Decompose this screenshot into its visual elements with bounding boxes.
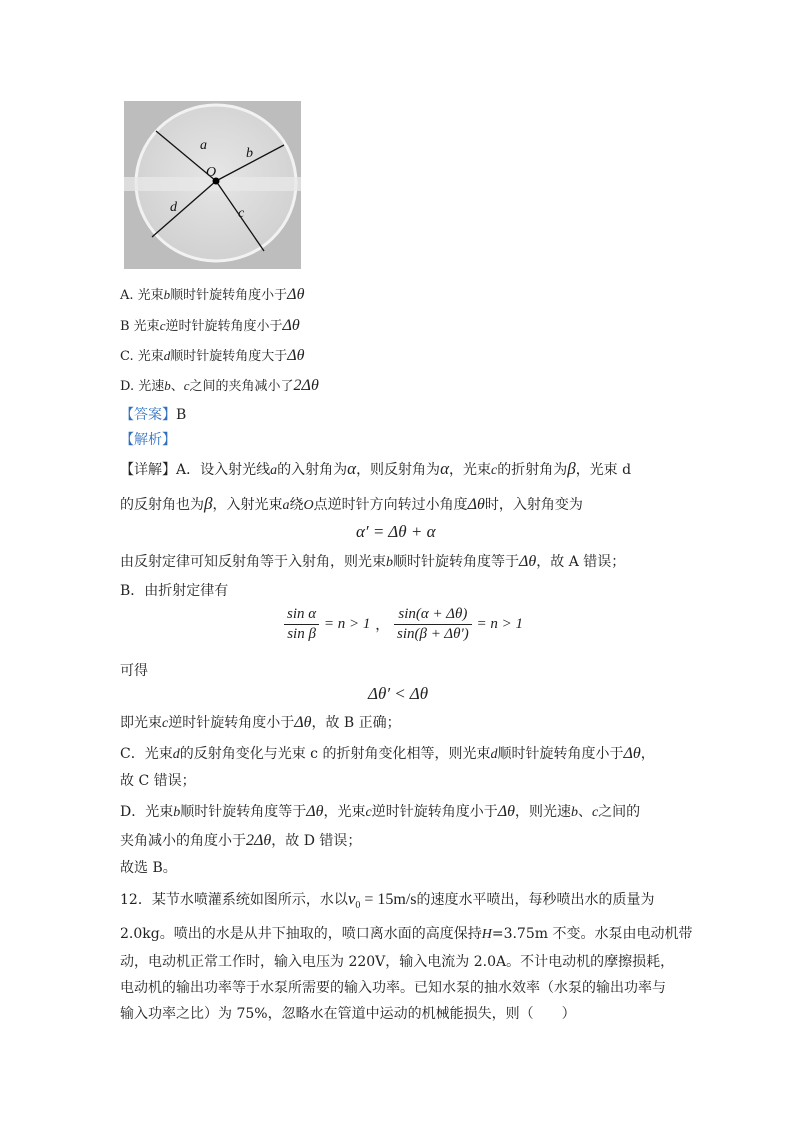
var-h: H: [481, 927, 492, 942]
text: 绕: [289, 497, 304, 513]
detail-line-5: 可得: [120, 663, 148, 679]
detail-line-4: B．由折射定律有: [120, 583, 229, 599]
text: 即光束: [120, 715, 162, 731]
answer-tag: 【答案】: [120, 407, 176, 423]
text: ，故 B 正确；: [311, 715, 401, 731]
detail-line-1: [120, 459, 631, 481]
text: ，则反射角为: [356, 462, 441, 478]
option-d-mid: 、: [170, 379, 184, 394]
option-c-var: d: [163, 348, 171, 363]
var-delta-theta: 2Δθ: [246, 832, 272, 849]
option-b-prefix: B 光束: [120, 319, 160, 334]
option-b-var: c: [159, 318, 166, 333]
option-d-var2: c: [183, 378, 190, 393]
q12-line-5: 输入功率之比）为 75%，忽略水在管道中运动的机械能损失，则（ ）: [120, 1006, 576, 1022]
var-b: b: [570, 805, 578, 820]
velocity-value: = 15m/s: [360, 891, 417, 908]
refraction-diagram: [124, 101, 301, 269]
option-d-text: 之间的夹角减小了: [189, 379, 294, 394]
text: 逆时针旋转角度小于: [168, 715, 295, 731]
text: 时，入射角变为: [484, 497, 583, 513]
text: ，光束: [323, 804, 366, 820]
var-delta-theta: Δθ: [467, 496, 485, 513]
analysis-tag: 【解析】: [120, 432, 176, 448]
equation-2-sep: ，: [375, 617, 390, 634]
q12-line-3: 动，电动机正常工作时，输入电压为 220V，输入电流为 2.0A。不计电动机的摩擦损耗，: [120, 954, 675, 970]
option-a-prefix: A. 光束: [120, 288, 164, 303]
option-c: [120, 346, 305, 367]
refraction-photo: [124, 101, 301, 269]
label-d: d: [170, 200, 177, 215]
option-b-math: Δθ: [282, 317, 300, 334]
option-a-var: b: [163, 287, 171, 302]
text: 顺时针旋转角度等于: [393, 554, 519, 570]
text: 2.0kg。喷出的水是从井下抽取的，喷口离水面的高度保持: [120, 926, 482, 942]
text: =3.75m 不变。水泵由电动机带: [491, 926, 693, 942]
fraction-1-num: sin α: [284, 606, 319, 625]
var-delta-theta: Δθ: [306, 803, 324, 820]
q12-line-4: 电动机的输出功率等于水泵所需要的输入功率。已知水泵的抽水效率（水泵的输出功率与: [120, 980, 666, 996]
var-beta: β: [204, 494, 213, 513]
option-b: [120, 316, 300, 337]
detail-line-6: [120, 713, 401, 734]
analysis-line: [120, 430, 176, 450]
text: ，入射光束: [212, 497, 283, 513]
text: 点逆时针方向转过小角度: [313, 497, 468, 513]
var-v: v: [347, 889, 356, 908]
detail-line-10: [120, 831, 361, 851]
label-c: c: [238, 206, 245, 221]
text: 顺时针旋转角度等于: [180, 804, 307, 820]
text: 顺时针旋转角度小于: [497, 746, 624, 762]
fraction-2-num: sin(α + Δθ): [394, 606, 472, 625]
equation-1: α′ = Δθ + α: [356, 522, 436, 541]
option-d-prefix: D. 光速: [120, 379, 165, 394]
var-alpha: α: [440, 459, 449, 478]
equation-2-rhs1: = n > 1: [323, 616, 371, 632]
text: ，故 D 错误；: [271, 833, 362, 849]
text: ，故 A 错误；: [536, 554, 626, 570]
label-a: a: [200, 138, 207, 153]
var-alpha: α: [347, 459, 357, 478]
detail-line-11: 故选 B。: [120, 860, 177, 876]
var-c: c: [591, 805, 599, 820]
detail-line-8: 故 C 错误；: [120, 773, 196, 789]
text: 、: [577, 804, 592, 820]
option-b-text: 逆时针旋转角度小于: [165, 319, 283, 334]
equation-2-rhs2: = n > 1: [476, 616, 524, 632]
text: 的反射角也为: [120, 497, 204, 513]
fraction-1-den: sin β: [287, 626, 316, 642]
var-b: b: [173, 805, 181, 820]
var-delta-theta: Δθ: [294, 714, 312, 731]
option-c-prefix: C. 光束: [120, 349, 164, 364]
text: 的反射角变化与光束 c 的折射角变化相等，则光束: [179, 746, 491, 762]
var-delta-theta: Δθ: [519, 553, 537, 570]
detail-line-2: [120, 494, 583, 516]
text: C．光束: [120, 746, 173, 762]
text: 的入射角为: [277, 462, 348, 478]
var-o: O: [303, 498, 314, 513]
option-a-text: 顺时针旋转角度小于: [170, 288, 288, 303]
equation-2: [284, 606, 523, 643]
text: ，光束 d: [575, 462, 632, 478]
text: D．光束: [120, 804, 174, 820]
option-c-math: Δθ: [287, 347, 305, 364]
fraction-2-den: sin(β + Δθ′): [396, 626, 469, 642]
text: ，: [640, 746, 655, 762]
label-o: O: [206, 165, 217, 180]
var-beta: β: [567, 459, 576, 478]
option-d: [120, 376, 319, 397]
text: 夹角减小的角度小于: [120, 833, 246, 849]
var-delta-theta: Δθ: [497, 803, 515, 820]
option-d-math: 2Δθ: [293, 377, 319, 394]
var-c: c: [365, 805, 372, 820]
text: 逆时针旋转角度小于: [371, 804, 498, 820]
detail-line-9: [120, 802, 640, 823]
var-c: c: [491, 463, 498, 478]
var-c: c: [162, 716, 169, 731]
var-a: a: [270, 463, 278, 478]
var-d: d: [490, 747, 498, 762]
subscript: 0: [355, 899, 361, 911]
q12-line-1: [120, 889, 655, 916]
detail-line-7: [120, 744, 655, 765]
text: 12．某节水喷灌系统如图所示，水以: [120, 892, 348, 908]
var-b: b: [386, 555, 393, 570]
text: ，则光速: [514, 804, 571, 820]
fraction-2: [394, 606, 472, 643]
var-delta-theta: Δθ: [623, 745, 641, 762]
option-d-var: b: [164, 378, 171, 393]
label-b: b: [246, 146, 253, 161]
text: 之间的: [598, 804, 641, 820]
option-a: [120, 285, 304, 306]
text: 的折射角为: [497, 462, 568, 478]
var-a: a: [282, 498, 290, 513]
text: 由反射定律可知反射角等于入射角，则光束: [120, 554, 386, 570]
text: A．设入射光线: [176, 462, 271, 478]
q12-line-2: [120, 924, 692, 945]
option-a-math: Δθ: [287, 286, 305, 303]
text: 的速度水平喷出，每秒喷出水的质量为: [416, 892, 655, 908]
option-c-text: 顺时针旋转角度大于: [170, 349, 288, 364]
var-d: d: [172, 747, 180, 762]
equation-3: Δθ′ < Δθ: [368, 684, 429, 703]
answer-line: [120, 405, 186, 425]
answer-value: B: [176, 407, 187, 423]
text: ，光束: [449, 462, 491, 478]
fraction-1: [284, 606, 319, 643]
detail-tag: 【详解】: [120, 462, 176, 478]
detail-line-3: [120, 552, 625, 573]
